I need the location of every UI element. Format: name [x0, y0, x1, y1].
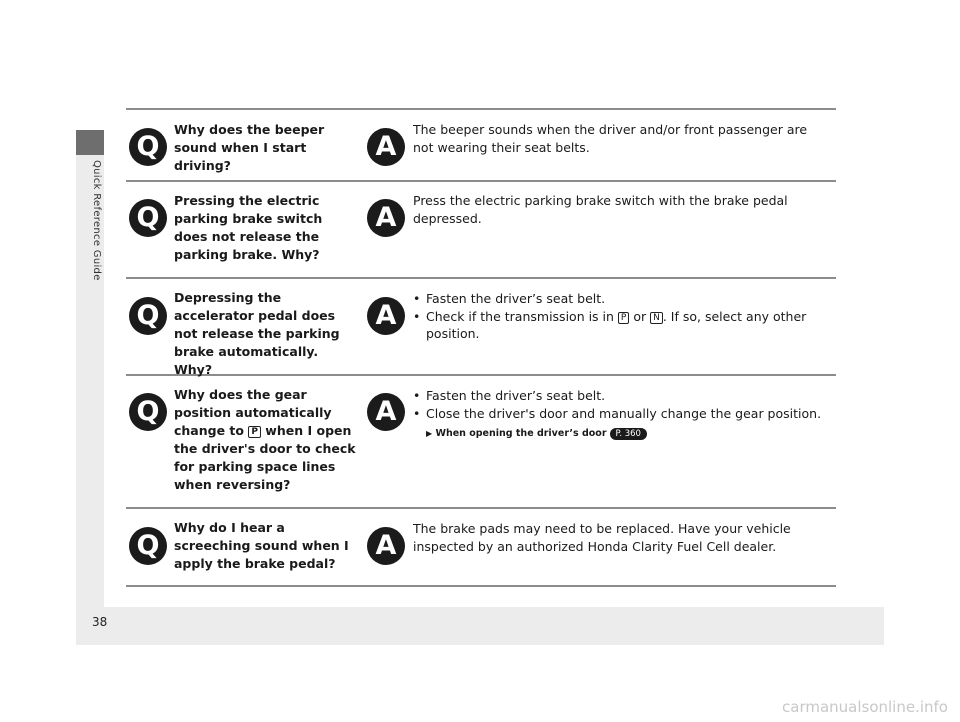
question-text: Depressing the accelerator pedal does not release the parking brake automatically. Why? [174, 290, 340, 377]
divider [126, 507, 836, 509]
question-text: Why does the gear position automatically change to P when I open the driver's door to check for parking space lines when reversing? [174, 387, 356, 492]
watermark: carmanualsonline.info [782, 698, 948, 716]
section-tab-marker [76, 130, 104, 155]
answer-bullet: • Fasten the driver’s seat belt. [413, 291, 606, 306]
answer-list [413, 387, 823, 443]
question-icon: Q [129, 527, 167, 565]
answer-icon: A [367, 297, 405, 335]
section-label: Quick Reference Guide [91, 160, 102, 281]
answer-bullet: • Check if the transmission is in P or N . If so, select any other position. [413, 308, 807, 341]
gear-n-symbol: N [650, 312, 663, 324]
divider [126, 108, 836, 110]
answer-icon: A [367, 128, 405, 166]
cross-reference[interactable]: ▶ When opening the driver’s door P. 360 [413, 425, 823, 443]
answer-text: Press the electric parking brake switch with the brake pedal depressed. [413, 193, 788, 226]
answer-icon: A [367, 393, 405, 431]
answer-text: The beeper sounds when the driver and/or front passenger are not wearing their seat belts. [413, 122, 808, 155]
gear-p-symbol: P [248, 426, 261, 438]
question-text: Pressing the electric parking brake switch does not release the parking brake. Why? [174, 193, 323, 262]
question-text: Why do I hear a screeching sound when I apply the brake pedal? [174, 520, 349, 571]
question-text: Why does the beeper sound when I start driving? [174, 122, 325, 173]
page-reference-link[interactable]: P. 360 [610, 428, 647, 440]
answer-icon: A [367, 527, 405, 565]
answer-list [413, 290, 823, 343]
answer-text: The brake pads may need to be replaced. Have your vehicle inspected by an authorized Honda Clarity Fuel Cell dealer. [413, 521, 791, 554]
gear-p-symbol: P [618, 312, 629, 324]
page-number: 38 [92, 615, 108, 629]
answer-icon: A [367, 199, 405, 237]
divider [126, 180, 836, 182]
reference-arrow-icon: ▶ [426, 429, 433, 438]
answer-bullet: • Close the driver's door and manually change the gear position. [413, 405, 822, 421]
question-icon: Q [129, 128, 167, 166]
divider [126, 585, 836, 587]
question-icon: Q [129, 393, 167, 431]
question-icon: Q [129, 199, 167, 237]
question-icon: Q [129, 297, 167, 335]
divider [126, 277, 836, 279]
answer-bullet: • Fasten the driver’s seat belt. [413, 388, 606, 403]
